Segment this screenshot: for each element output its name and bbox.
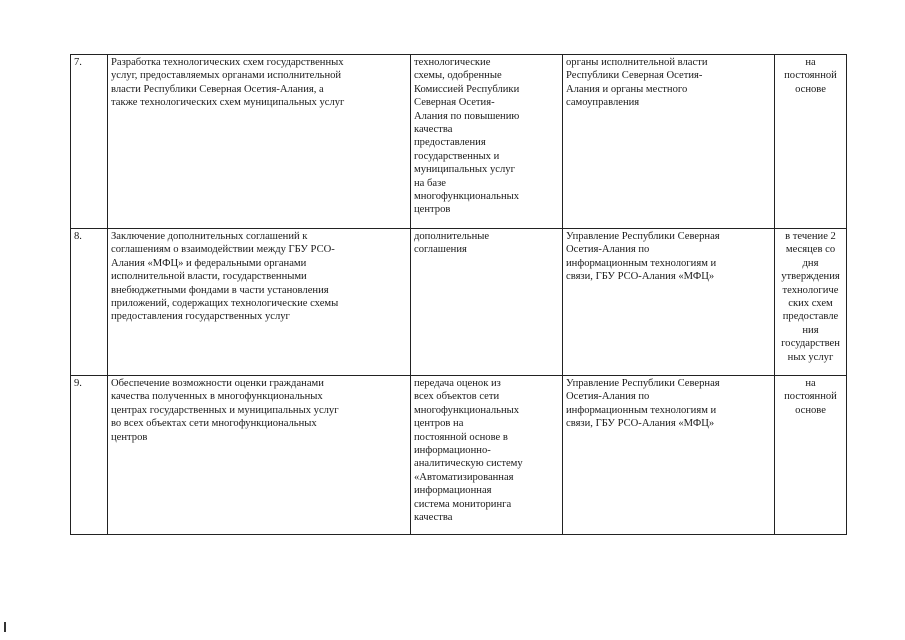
- result-cell: передача оценок из всех объектов сети многофункциональных центров на постоянной основе в информационно- аналитическую систему «Автоматизированная информационная система мониторинга качества: [411, 376, 563, 535]
- task-cell: Обеспечение возможности оценки гражданами качества полученных в многофункциональных центрах государственных и муниципальных услуг во всех объектах сети многофункциональных центров: [108, 376, 411, 535]
- deadline-cell: в течение 2 месяцев со дня утверждения технологиче ских схем предоставле ния государствен ных услуг: [775, 229, 847, 376]
- row-number: 7.: [71, 55, 108, 229]
- executor-cell: Управление Республики Северная Осетия-Алания по информационным технологиям и связи, ГБУ РСО-Алания «МФЦ»: [563, 229, 775, 376]
- executor-cell: органы исполнительной власти Республики Северная Осетия- Алания и органы местного самоуправления: [563, 55, 775, 229]
- executor-cell: Управление Республики Северная Осетия-Алания по информационным технологиям и связи, ГБУ РСО-Алания «МФЦ»: [563, 376, 775, 535]
- task-cell: Разработка технологических схем государственных услуг, предоставляемых органами исполнительной власти Республики Северная Осетия-Алания, а также технологических схем муниципальных услуг: [108, 55, 411, 229]
- table-row: [71, 229, 847, 376]
- action-plan-table: [70, 54, 847, 535]
- result-cell: технологические схемы, одобренные Комиссией Республики Северная Осетия- Алания по повышению качества предоставления государственных и муниципальных услуг на базе многофункциональных центров: [411, 55, 563, 229]
- row-number: 8.: [71, 229, 108, 376]
- deadline-cell: на постоянной основе: [775, 376, 847, 535]
- result-cell: дополнительные соглашения: [411, 229, 563, 376]
- row-number: 9.: [71, 376, 108, 535]
- table-row: [71, 55, 847, 229]
- scan-edge-mark: [4, 622, 6, 632]
- deadline-cell: на постоянной основе: [775, 55, 847, 229]
- task-cell: Заключение дополнительных соглашений к соглашениям о взаимодействии между ГБУ РСО- Алания «МФЦ» и федеральными органами исполнительной власти, государственными внебюджетными фондами в части установления приложений, содержащих технологические схемы предоставления государственных услуг: [108, 229, 411, 376]
- table-row: [71, 376, 847, 535]
